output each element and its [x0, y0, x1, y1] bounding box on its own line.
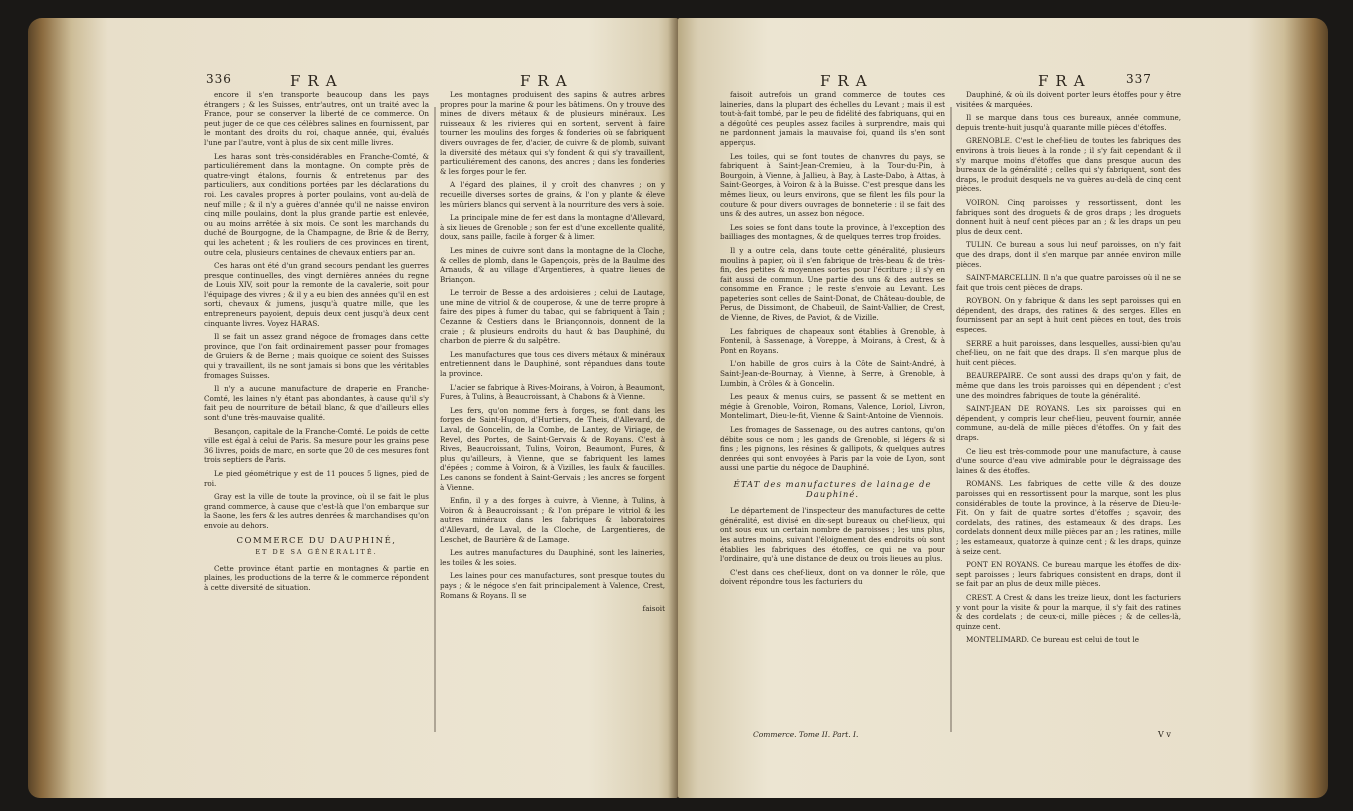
paragraph: Les fabriques de chapeaux sont établies à Grenoble, à Fontenil, à Sassenage, à Voreppe, à Moirans, à Crest, & à Pont en Royans. — [720, 326, 945, 355]
paragraph: Il se marque dans tous ces bureaux, année commune, depuis trente-huit jusqu'à quarante mille pièces d'étoffes. — [956, 113, 1181, 132]
paragraph: CREST. A Crest & dans les treize lieux, dont les facturiers y vont pour la visite & pour la marque, il s'y fait des ratines & des cordelats ; de ceux-ci, mille pièces ; & de celles-là, quinze cent. — [956, 592, 1181, 631]
left-column-2 — [440, 90, 665, 730]
paragraph: Le pied géométrique y est de 11 pouces 5 lignes, pied de roi. — [204, 468, 429, 488]
paragraph: Les fers, qu'on nomme fers à forges, se font dans les forges de Saint-Hugon, d'Hurtiers, de Theis, d'Allevard, de Laval, de Goncelin, de la Combe, de Lantey, de Viriage, de Revel, des Portes, de Saint-Gervais & de Royans. C'est à Rives, Beaucroissant, Tulins, Voiron, Beaumont, Fures, & plus qu'ailleurs, à Vienne, que se fabriquent les lames d'épées ; comme à Voiron, & à Vizilles, les faulx & faucilles. Les canons se fondent à Saint-Gervais ; les ancres se forgent à Vienne. — [440, 405, 665, 492]
section-subheading: ET DE SA GÉNÉRALITÉ. — [255, 548, 378, 557]
paragraph: Gray est la ville de toute la province, où il se fait le plus grand commerce, à cause que c'est-là que l'on embarque sur la Saone, les fers & les autres denrées & marchandises qu'on envoie au dehors. — [204, 492, 429, 530]
paragraph: Les montagnes produisent des sapins & autres arbres propres pour la marine & pour les bâtimens. On y trouve des mines de divers métaux & de plusieurs minéraux. Les ruisseaux & les rivieres qui en sortent, servent à faire tourner les moulins des forges & fonderies où se fabriquent divers ouvrages de fer, d'acier, de cuivre & de plomb, suivant la diversité des métaux qui s'y fondent & qui s'y travaillent, particuliérement des canons, des ancres ; dans les fonderies & les forges pour le fer. — [440, 90, 665, 176]
column-rule — [950, 107, 952, 732]
right-running-head-1: FRA — [820, 72, 874, 90]
page-footer: Commerce. Tome II. Part. I. — [753, 730, 859, 739]
paragraph: VOIRON. Cinq paroisses y ressortissent, dont les fabriques sont des droguets & de gros draps ; les droguets donnent huit à neuf cent pièces par an ; & les draps un peu plus de deux cent. — [956, 197, 1181, 236]
catchword: faisoit — [642, 604, 665, 614]
paragraph: Les fromages de Sassenage, ou des autres cantons, qu'on débite sous ce nom ; les gands de Grenoble, si légers & si fins ; les pignons, les résines & gallipots, & quelques autres denrées qui sont envoyées à Paris par la voie de Lyon, sont aussi une partie du négoce de Dauphiné. — [720, 425, 945, 473]
left-running-head: FRA — [290, 72, 344, 90]
paragraph: C'est dans ces chef-lieux, dont on va donner le rôle, que doivent répondre tous les facturiers du — [720, 567, 945, 587]
paragraph: Ce lieu est très-commode pour une manufacture, à cause d'une source d'eau vive admirable pour le dégraissage des laines & des étoffes. — [956, 446, 1181, 475]
paragraph: Les peaux & menus cuirs, se passent & se mettent en mégie à Grenoble, Voiron, Romans, Valence, Loriol, Livron, Montelimart, Dieu-le-fit, Vienne & Saint-Antoine de Viennois. — [720, 392, 945, 421]
paragraph: Les soies se font dans toute la province, à l'exception des bailliages des montagnes, & de quelques terres trop froides. — [720, 222, 945, 242]
open-book — [28, 18, 1328, 798]
right-column-1 — [720, 90, 945, 730]
paragraph: Cette province étant partie en montagnes & partie en plaines, les productions de la terre & le commerce répondent à cette diversité de situation. — [204, 563, 429, 592]
section-heading: COMMERCE DU DAUPHINÉ, — [236, 535, 397, 546]
right-page-number: 337 — [1126, 72, 1152, 86]
paragraph: Les manufactures que tous ces divers métaux & minéraux entretiennent dans le Dauphiné, sont répandues dans toute la province. — [440, 349, 665, 379]
paragraph: GRENOBLE. C'est le chef-lieu de toutes les fabriques des environs à trois lieues à la ronde ; il s'y fait cependant & il s'y marque moins d'étoffes que dans presque aucun des bureaux de la généralité ; celles qui s'y fabriquent, sont des draps, le produit desquels ne va guères au-delà de cinq cent pièces. — [956, 136, 1181, 194]
paragraph: A l'égard des plaines, il y croît des chanvres ; on y recueille diverses sortes de grains, & l'on y plante & éleve les mûriers blancs qui servent à la nourriture des vers à soie. — [440, 180, 665, 209]
paragraph: SAINT-JEAN DE ROYANS. Les six paroisses qui en dépendent, y compris leur chef-lieu, peuvent fournir, année commune, au-delà de mille pièces d'étoffes. On y fait des draps. — [956, 404, 1181, 442]
right-page — [678, 18, 1328, 798]
paragraph: ROYBON. On y fabrique & dans les sept paroisses qui en dépendent, des draps, des ratines & des serges. Elles en fournissent par an sept à huit cent pièces en tout, des trois especes. — [956, 296, 1181, 335]
paragraph: Le terroir de Besse a des ardoisieres ; celui de Lautage, une mine de vitriol & de couperose, & une de terre propre à faire des pipes à fumer du tabac, qui se fabriquent à Tain ; Cezanne & Cestiers dans le Briançonnois, donnent de la craie ; & plusieurs endroits du haut & bas Dauphiné, du charbon de pierre & du salpêtre. — [440, 288, 665, 346]
paragraph: Il n'y a aucune manufacture de draperie en Franche-Comté, les laines n'y étant pas abondantes, à cause qu'il s'y fait peu de nourriture de bétail blanc, & que d'ailleurs elles sont d'une très-mauvaise qualité. — [204, 384, 429, 422]
paragraph: Enfin, il y a des forges à cuivre, à Vienne, à Tulins, à Voiron & à Beaucroissant ; & l'on prépare le vitriol & les autres minéraux dans les fabriques & laboratoires d'Allevard, de Laval, de la Cloche, de Largentieres, de Leschet, de Baurière & de Lamage. — [440, 496, 665, 544]
paragraph: Les toiles, qui se font toutes de chanvres du pays, se fabriquent à Saint-Jean-Cremieu, à la Tour-du-Pin, à Bourgoin, à Vienne, à Jallieu, à Bay, à Laste-Dabo, à Attas, à Saint-Georges, à Voiron & à la Buisse. C'est presque dans les mêmes lieux, ou leurs environs, que se filent les fils pour la couture & pour divers ouvrages de bonneterie : il se fait des uns & des autres, un assez bon négoce. — [720, 151, 945, 219]
state-title: ÉTAT des manufactures de lainage de Dauphiné. — [733, 479, 932, 500]
paragraph: La principale mine de fer est dans la montagne d'Allevard, à six lieues de Grenoble ; son fer est d'une excellente qualité, doux, sans paille, facile à forger & à limer. — [440, 213, 665, 242]
paragraph: Les mines de cuivre sont dans la montagne de la Cloche, & celles de plomb, dans le Gapençois, près de la Baulme des Arnauds, & au village d'Argentieres, à quatre lieues de Briançon. — [440, 245, 665, 284]
left-page — [28, 18, 678, 798]
paragraph: SAINT-MARCELLIN. Il n'a que quatre paroisses où il ne se fait que trois cent pièces de draps. — [956, 273, 1181, 292]
paragraph: MONTELIMARD. Ce bureau est celui de tout le — [966, 635, 1140, 645]
paragraph: Il se fait un assez grand négoce de fromages dans cette province, que l'on fait ordinairement passer pour fromages de Gruiers & de Berne ; mais quoique ce soient des Suisses qui y travaillent, ils ne sont jamais si bons que les véritables fromages Suisses. — [204, 332, 429, 380]
signature-mark: V v — [1158, 730, 1171, 739]
paragraph: Les laines pour ces manufactures, sont presque toutes du pays ; & le négoce s'en fait principalement à Valence, Crest, Romans & Royans. Il se — [440, 571, 665, 600]
right-running-head: FRA — [1038, 72, 1092, 90]
right-column-2 — [956, 90, 1181, 730]
paragraph: PONT EN ROYANS. Ce bureau marque les étoffes de dix-sept paroisses ; leurs fabriques consistent en draps, dont il se fait par an plus de deux mille pièces. — [956, 560, 1181, 589]
paragraph: encore il s'en transporte beaucoup dans les pays étrangers ; & les Suisses, entr'autres, ont un traité avec la France, pour se conserver la liberté de ce commerce. On peut juger de ce que ces célèbres salines en fournissent, par le montant des droits du roi, chaque année, qui, évalués l'une par l'autre, vont à plus de six cent mille livres. — [204, 90, 429, 147]
paragraph: Le département de l'inspecteur des manufactures de cette généralité, est divisé en dix-sept bureaux ou chef-lieux, qui ont sous eux un certain nombre de paroisses ; les uns plus, les autres moins, suivant l'éloignement des endroits où sont établies les fabriques des étoffes, ce qui ne va pour l'ordinaire, qu'à une distance de deux ou trois lieues au plus. — [720, 506, 945, 564]
paragraph: BEAUREPAIRE. Ce sont aussi des draps qu'on y fait, de même que dans les trois paroisses qui en dépendent ; c'est une des moindres fabriques de toute la généralité. — [956, 371, 1181, 400]
left-column-1 — [204, 90, 429, 730]
left-running-head-2: FRA — [520, 72, 574, 90]
paragraph: Il y a outre cela, dans toute cette généralité, plusieurs moulins à papier, où il s'en fabrique de très-beau & de très-fin, des petites & moyennes sortes pour l'écriture ; il s'y en fait aussi de commun. Une partie des uns & des autres se consomme en France ; le reste s'envoie au Levant. Les papeteries sont celles de Saint-Donat, de Château-double, de Perus, de Dissimont, de Chabeuil, de Saint-Vallier, de Crest, de Vienne, de Rives, de Paviot, & de Vizille. — [720, 245, 945, 323]
paragraph: Les haras sont très-considérables en Franche-Comté, & particuliérement dans la montagne. On compte près de quatre-vingt étalons, fournis & entretenus par des particuliers, aux conditions portées par les déclarations du roi. Les cavales propres à porter poulains, vont au-delà de neuf mille ; & il n'y a guères d'année qu'il ne naisse environ cinq mille poulains, dont la plus grande partie est enlevée, ou au moins arrêtée à six mois. Ce sont les marchands du duché de Bourgogne, de la Champagne, de Brie & de Berry, qui les achetent ; & les rouliers de ces provinces en tirent, outre cela, plusieurs centaines de chevaux entiers par an. — [204, 151, 429, 257]
paragraph: faisoit autrefois un grand commerce de toutes ces laineries, dans la plupart des échelles du Levant ; mais il est tout-à-fait tombé, par le peu de fidélité des fabriquans, qui en a dégoûté ces peuples assez faciles à surprendre, mais qui ne pardonnent jamais la mauvaise foi, quand ils s'en sont apperçus. — [720, 90, 945, 147]
paragraph: Dauphiné, & où ils doivent porter leurs étoffes pour y être visitées & marquées. — [956, 90, 1181, 109]
paragraph: TULIN. Ce bureau a sous lui neuf paroisses, on n'y fait que des draps, dont il s'en marque par année environ mille pièces. — [956, 240, 1181, 269]
paragraph: L'acier se fabrique à Rives-Moirans, à Voiron, à Beaumont, Fures, à Tulins, à Beaucroissant, à Chabons & à Vienne. — [440, 382, 665, 402]
paragraph: Besançon, capitale de la Franche-Comté. Le poids de cette ville est égal à celui de Paris. Sa mesure pour les grains pese 36 livres, poids de marc, en sorte que 20 de ces mesures font trois septiers de Paris. — [204, 426, 429, 465]
paragraph: SERRE a huit paroisses, dans lesquelles, aussi-bien qu'au chef-lieu, on ne fait que des draps. Il s'en marque plus de huit cent pièces. — [956, 338, 1181, 367]
paragraph: Les autres manufactures du Dauphiné, sont les laineries, les toiles & les soies. — [440, 548, 665, 567]
paragraph: L'on habille de gros cuirs à la Côte de Saint-André, à Saint-Jean-de-Bournay, à Vienne, à Serre, à Grenoble, à Lumbin, à Crôles & à Goncelin. — [720, 359, 945, 388]
paragraph: Ces haras ont été d'un grand secours pendant les guerres presque continuelles, des vingt dernières années du regne de Louis XIV, soit pour la remonte de la cavalerie, soit pour l'équipage des vivres ; & il y a eu bien des années qu'il en est sorti, chevaux & jumens, jusqu'à quatre mille, que les entrepreneurs payoient, depuis deux cent jusqu'à deux cent cinquante livres. Voyez HARAS. — [204, 261, 429, 328]
left-page-number: 336 — [206, 72, 232, 86]
column-rule — [434, 107, 436, 732]
paragraph: ROMANS. Les fabriques de cette ville & des douze paroisses qui en ressortissent pour la marque, sont les plus considérables de toute la province, à la réserve de Dieu-le-Fit. On y fait de quatre sortes d'étoffes ; sçavoir, des cordelats, des ratines, des estameaux & des draps. Les cordelats donnent deux mille pièces par an ; les ratines, mille ; les estameaux, quatorze à quinze cent ; & les draps, quinze à seize cent. — [956, 479, 1181, 556]
